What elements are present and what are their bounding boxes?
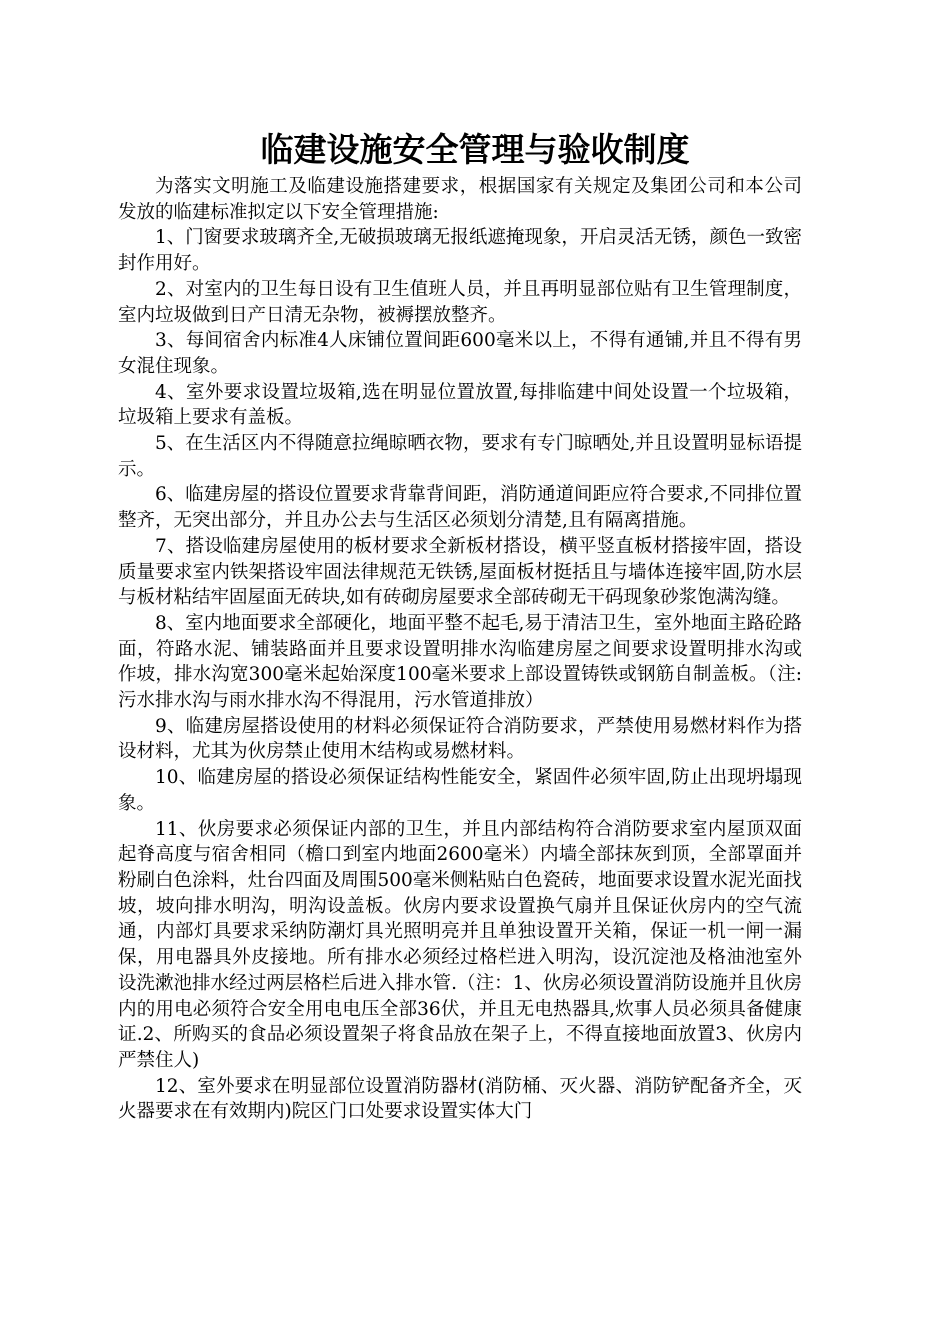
rule-paragraph-11: 11、伙房要求必须保证内部的卫生，并且内部结构符合消防要求室内屋顶双面起脊高度与宿舍相同（檐口到室内地面2600毫米）内墙全部抹灰到顶，全部罩面并粉刷白色涂料，灶台四面及周围500毫米侧粘贴白色瓷砖，地面要求设置水泥光面找坡，坡向排水明沟，明沟设盖板。伙房内要求设置换气扇并且保证伙房内的空气流通，内部灯具要求采纳防潮灯具光照明亮并且单独设置开关箱，保证一机一闸一漏保，用电器具外皮接地。所有排水必须经过格栏进入明沟，设沉淀池及格油池室外设洗漱池排水经过两层格栏后进入排水管.（注：1、伙房必须设置消防设施并且伙房内的用电必须符合安全用电电压全部36伏，并且无电热器具,炊事人员必须具备健康证.2、所购买的食品必须设置架子将食品放在架子上，不得直接地面放置3、伙房内严禁住人) (118, 818, 802, 1071)
rule-paragraph-3: 3、每间宿舍内标准4人床铺位置间距600毫米以上，不得有通铺,并且不得有男女混住现象。 (118, 330, 802, 377)
rule-paragraph-5: 5、在生活区内不得随意拉绳晾晒衣物，要求有专门晾晒处,并且设置明显标语提示。 (118, 433, 802, 480)
rule-paragraph-10: 10、临建房屋的搭设必须保证结构性能安全，紧固件必须牢固,防止出现坍塌现象。 (118, 767, 802, 814)
rule-paragraph-4: 4、室外要求设置垃圾箱,选在明显位置放置,每排临建中间处设置一个垃圾箱，垃圾箱上要求有盖板。 (118, 381, 802, 429)
rule-paragraph-1: 1、门窗要求玻璃齐全,无破损玻璃无报纸遮掩现象，开启灵活无锈，颜色一致密封作用好。 (118, 227, 802, 275)
document-title: 临建设施安全管理与验收制度 (260, 130, 690, 169)
document-body (118, 174, 802, 1125)
intro-paragraph: 为落实文明施工及临建设施搭建要求，根据国家有关规定及集团公司和本公司发放的临建标准拟定以下安全管理措施: (118, 176, 802, 223)
rule-paragraph-7: 7、搭设临建房屋使用的板材要求全新板材搭设，横平竖直板材搭接牢固，搭设质量要求室内铁架搭设牢固法律规范无铁锈,屋面板材挺括且与墙体连接牢固,防水层与板材粘结牢固屋面无砖块,如有砖砌房屋要求全部砖砌无干码现象砂浆饱满沟缝。 (118, 535, 802, 609)
rule-paragraph-12: 12、室外要求在明显部位设置消防器材(消防桶、灭火器、消防铲配备齐全，灭火器要求在有效期内)院区门口处要求设置实体大门 (118, 1075, 802, 1123)
rule-paragraph-6: 6、临建房屋的搭设位置要求背靠背间距，消防通道间距应符合要求,不同排位置整齐，无突出部分，并且办公去与生活区必须划分清楚,且有隔离措施。 (118, 484, 802, 532)
rule-paragraph-9: 9、临建房屋搭设使用的材料必须保证符合消防要求，严禁使用易燃材料作为搭设材料，尤其为伙房禁止使用木结构或易燃材料。 (118, 715, 802, 763)
rule-paragraph-2: 2、对室内的卫生每日设有卫生值班人员，并且再明显部位贴有卫生管理制度，室内垃圾做到日产日清无杂物，被褥摆放整齐。 (118, 278, 802, 326)
rule-paragraph-8: 8、室内地面要求全部硬化，地面平整不起毛,易于清洁卫生，室外地面主路砼路面，符路水泥、铺装路面并且要求设置明排水沟临建房屋之间要求设置明排水沟或作坡，排水沟宽300毫米起始深度100毫米要求上部设置铸铁或钢筋自制盖板。（注:污水排水沟与雨水排水沟不得混用，污水管道排放） (118, 612, 802, 712)
